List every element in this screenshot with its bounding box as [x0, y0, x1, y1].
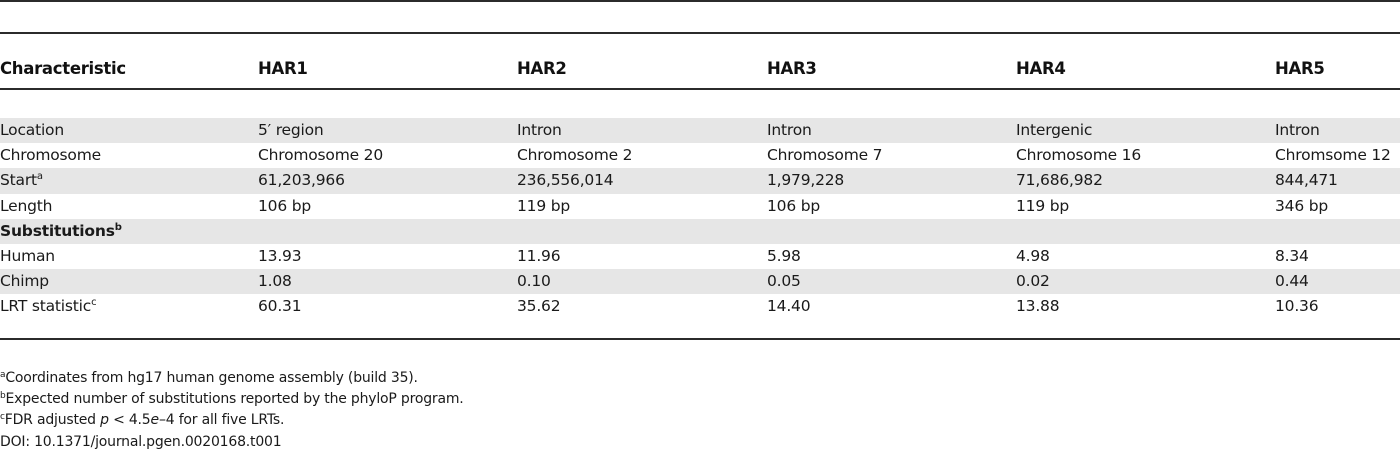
table-top-rule — [0, 0, 1400, 2]
table-cell: Chromosome 20 — [258, 146, 383, 165]
table-cell: 8.34 — [1275, 246, 1309, 265]
table-row-start — [0, 168, 1400, 193]
table-body — [0, 118, 1400, 320]
table-cell: Intron — [517, 121, 562, 139]
row-label: Chromosome — [0, 146, 101, 165]
footnote-marker-a: a — [36, 171, 43, 183]
table-cell: 0.02 — [1016, 272, 1050, 291]
row-label: LRT statistic$^c$ — [0, 297, 97, 316]
footnote-a: $^a$Coordinates from hg17 human genome assembly (build 35). — [0, 370, 418, 386]
table-cell: 13.88 — [1016, 297, 1060, 316]
table-cell: 0.44 — [1275, 272, 1309, 291]
table-cell: Intergenic — [1016, 121, 1093, 139]
table-cell: Chromosome 2 — [517, 146, 633, 165]
header-bottom-rule — [0, 88, 1400, 90]
section-label: Substitutions$^b$ — [0, 221, 122, 240]
table-cell: 71,686,982 — [1016, 171, 1103, 190]
table-row-lrt-statistic — [0, 294, 1400, 319]
column-header-har1: HAR1 — [258, 59, 308, 78]
table-cell: 236,556,014 — [517, 171, 614, 190]
table-cell: 119 bp — [1016, 196, 1069, 215]
column-header-har4: HAR4 — [1016, 59, 1066, 78]
table-cell: 4.98 — [1016, 246, 1050, 265]
table-cell: 5.98 — [767, 246, 801, 265]
table-row-chimp — [0, 269, 1400, 294]
table-header-row — [0, 34, 1400, 88]
table-cell: 13.93 — [258, 246, 302, 265]
table-cell: Chromosome 16 — [1016, 146, 1141, 165]
table-cell: Chromsome 12 — [1275, 146, 1391, 165]
table-row-location — [0, 118, 1400, 143]
table-cell: 0.10 — [517, 272, 551, 291]
column-header-har2: HAR2 — [517, 59, 567, 78]
table-cell: 60.31 — [258, 297, 302, 316]
table-cell: 1,979,228 — [767, 171, 845, 190]
row-label: Length — [0, 196, 53, 215]
table-bottom-rule — [0, 338, 1400, 340]
footnote-marker-b: b — [114, 221, 122, 233]
table-cell: Intron — [1275, 121, 1320, 139]
row-label: Start$^a$ — [0, 171, 43, 190]
column-header-har3: HAR3 — [767, 59, 817, 78]
table-cell: 0.05 — [767, 272, 801, 291]
table-cell: 61,203,966 — [258, 171, 345, 190]
table-cell: 5′ region — [258, 121, 324, 139]
table-cell: 11.96 — [517, 246, 561, 265]
column-header-characteristic: Characteristic — [0, 59, 126, 78]
table-cell: 119 bp — [517, 196, 570, 215]
table-row-human — [0, 244, 1400, 269]
table-cell: 14.40 — [767, 297, 811, 316]
table-cell: 106 bp — [767, 196, 820, 215]
table-row-substitutions-section — [0, 219, 1400, 244]
table-row-length — [0, 194, 1400, 219]
doi-link[interactable]: DOI: 10.1371/journal.pgen.0020168.t001 — [0, 433, 282, 450]
table-cell: 106 bp — [258, 196, 311, 215]
table-cell: 35.62 — [517, 297, 561, 316]
row-label: Human — [0, 246, 55, 265]
table-footnotes — [0, 368, 1400, 453]
table-row-chromosome — [0, 143, 1400, 168]
footnote-b: $^b$Expected number of substitutions reported by the phyloP program. — [0, 391, 464, 408]
table-cell: Chromosome 7 — [767, 146, 883, 165]
row-label: Location — [0, 121, 64, 139]
footnote-c: $^c$FDR adjusted p < 4.5e–4 for all five LRTs. — [0, 412, 285, 429]
table-cell: 10.36 — [1275, 297, 1319, 316]
row-label: Chimp — [0, 272, 49, 291]
table-cell: 844,471 — [1275, 171, 1338, 190]
footnote-marker-c: c — [91, 297, 97, 309]
column-header-har5: HAR5 — [1275, 59, 1325, 78]
table-cell: Intron — [767, 121, 812, 139]
table-cell: 1.08 — [258, 272, 292, 291]
table-cell: 346 bp — [1275, 196, 1328, 215]
